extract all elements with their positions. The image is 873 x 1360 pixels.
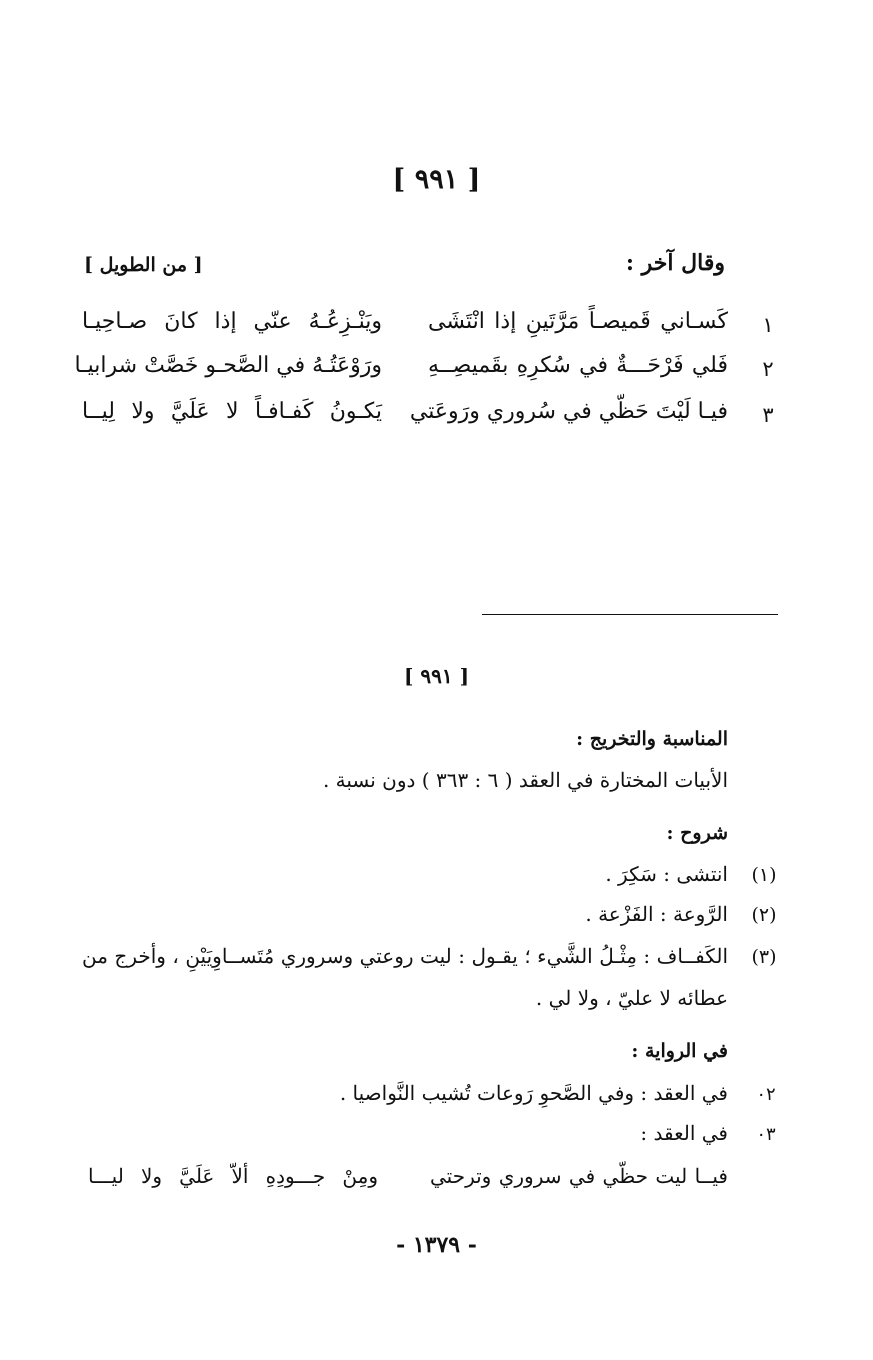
verse-second-hemistich: ويَنْـزِعُـهُ عنّي إذا كانَ صـاحِيـا	[82, 309, 382, 334]
commentary-heading: شروح :	[666, 822, 728, 844]
commentary-text: انتشى : سَكِرَ .	[605, 862, 728, 886]
commentary-text: الكَفــاف : مِثْـلُ الشَّيء ؛ يقـول : ليت روعتي وسروري مُتَســاوِيَيْنِ ، وأخرج من	[82, 944, 728, 968]
footnote-separator	[482, 614, 778, 615]
verse-number: ١	[762, 313, 774, 337]
verse-first-hemistich: كَسـاني قَميصـاً مَرَّتَينِ إذا انْتَشَى	[428, 309, 728, 334]
poem-number: [ ٩٩١ ]	[392, 164, 481, 195]
commentary-number: (٣)	[751, 946, 777, 968]
notes-number: [ ٩٩١ ]	[403, 664, 470, 688]
poem-meter: [ من الطويل ]	[84, 254, 203, 276]
commentary-text: الرَّوعة : الفَزْعة .	[585, 902, 728, 926]
variant-verse-second-hemistich: ومِنْ جـــودِهِ ألاّ عَلَيَّ ولا ليـــا	[88, 1164, 378, 1188]
variants-heading: في الرواية :	[631, 1040, 728, 1062]
verse-first-hemistich: فيـا لَيْتَ حَظّي في سُروري ورَوعَتي	[409, 399, 728, 424]
variant-text: في العقد :	[640, 1121, 728, 1145]
commentary-number: (٢)	[751, 904, 777, 926]
variant-text: في العقد : وفي الصَّحوِ رَوعات تُشيب النَّواصيا .	[339, 1081, 728, 1105]
poem-intro: وقال آخر :	[625, 250, 725, 276]
verse-second-hemistich: ورَوْعَتُـهُ في الصَّحـو خَصَّتْ شرابيـا	[74, 353, 382, 378]
verse-number: ٣	[762, 403, 774, 427]
variant-verse-first-hemistich: فيــا ليت حظّي في سروري وترحتي	[430, 1164, 728, 1188]
commentary-number: (١)	[751, 864, 777, 886]
variant-number: ٠٢	[756, 1084, 776, 1105]
commentary-text-continued: عطائه لا عليّ ، ولا لي .	[535, 986, 728, 1010]
variant-number: ٠٣	[756, 1124, 776, 1145]
occasion-heading: المناسبة والتخريج :	[576, 728, 728, 750]
occasion-text: الأبيات المختارة في العقد ( ٦ : ٣٦٣ ) دون نسبة .	[322, 768, 728, 792]
verse-second-hemistich: يَكـونُ كَفـافـاً لا عَلَيَّ ولا لِيــا	[82, 399, 382, 424]
verse-number: ٢	[762, 357, 774, 381]
verse-first-hemistich: فَلي فَرْحَـــةٌ في سُكرِهِ بقَميصِــهِ	[428, 353, 728, 378]
page-number: - ١٣٧٩ -	[396, 1232, 477, 1258]
